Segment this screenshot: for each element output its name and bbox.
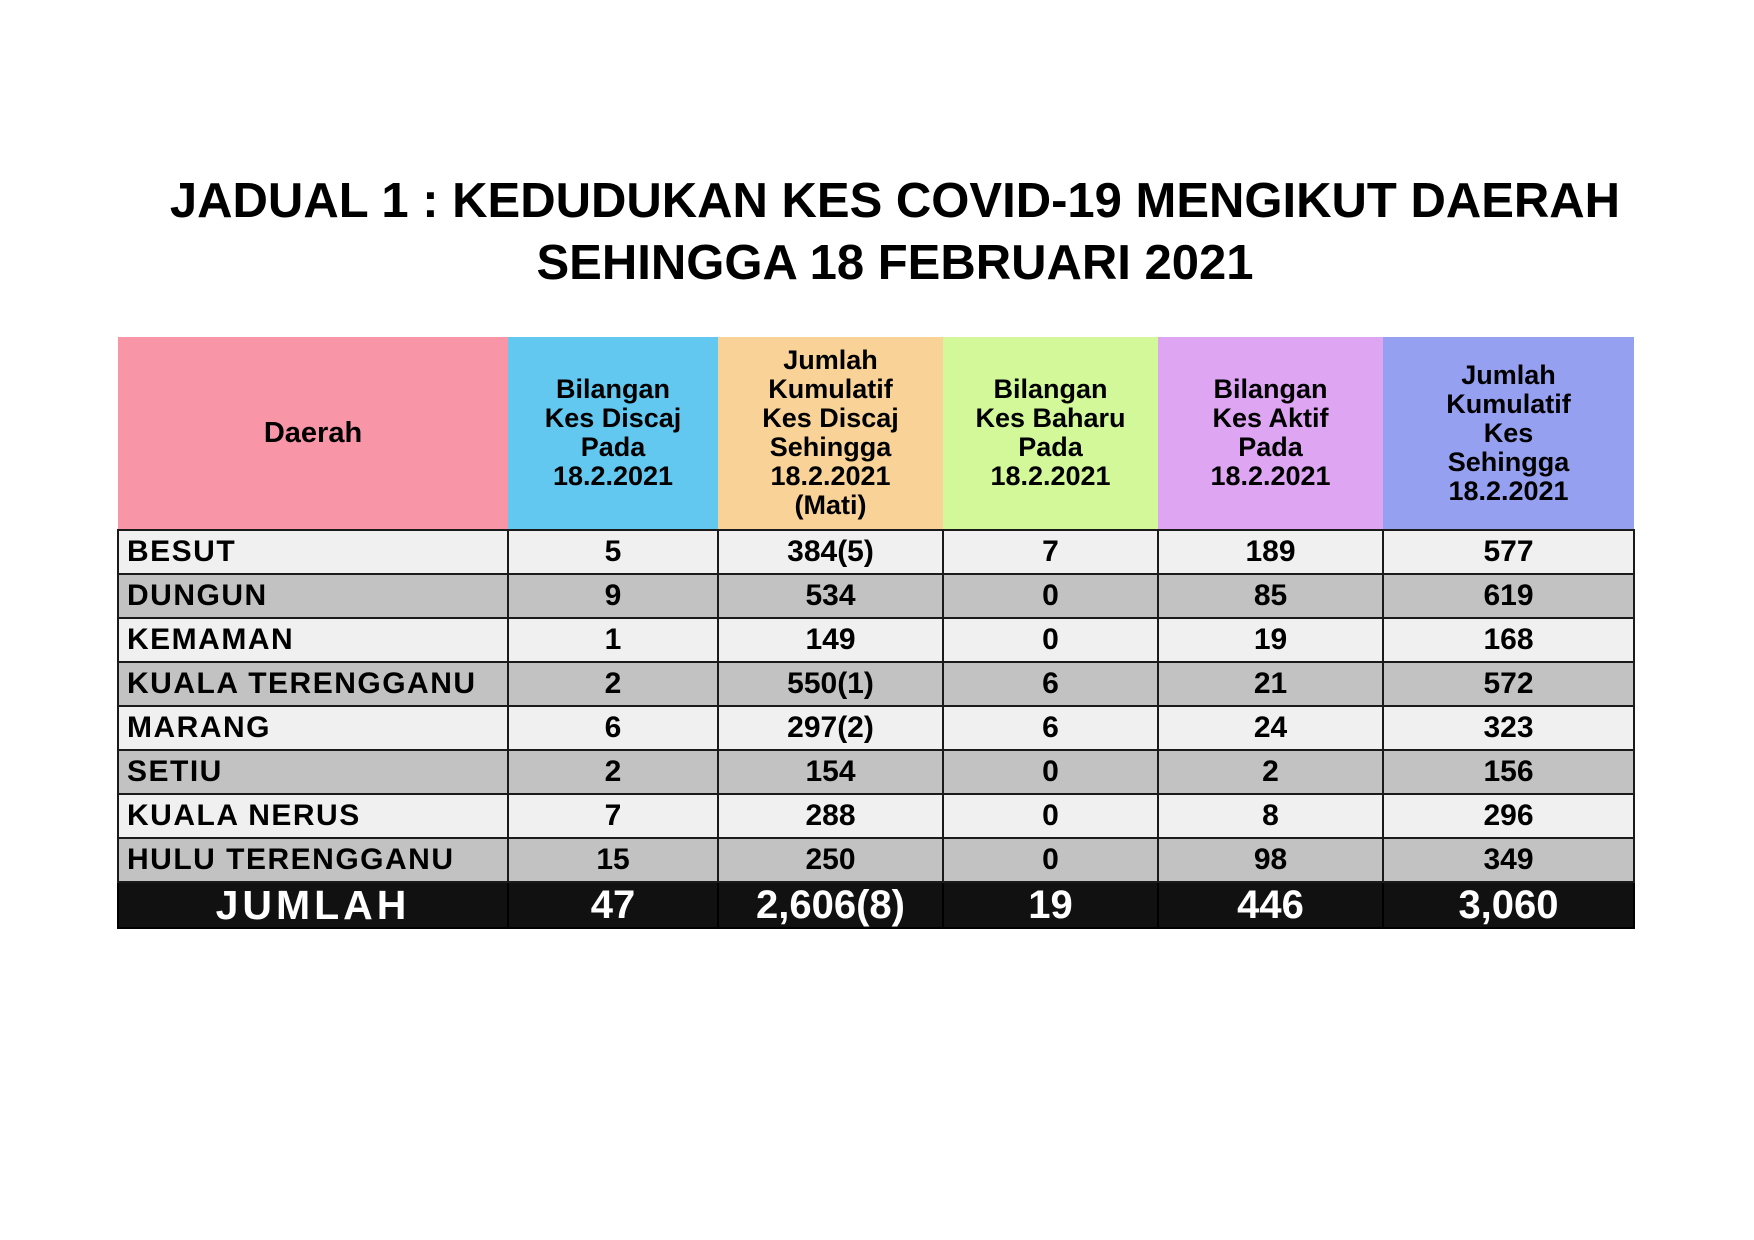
table-body	[118, 530, 1634, 928]
kumulatif-kes-cell: 572	[1383, 662, 1634, 706]
header-kes-aktif	[1158, 337, 1383, 530]
header-line: Kes Baharu	[975, 403, 1126, 433]
header-line: 18.2.2021	[990, 461, 1111, 491]
kes-aktif-cell: 8	[1158, 794, 1383, 838]
kes-aktif-cell: 189	[1158, 530, 1383, 574]
kes-aktif-cell: 21	[1158, 662, 1383, 706]
kumulatif-discaj-cell: 384(5)	[718, 530, 943, 574]
kumulatif-kes-cell: 349	[1383, 838, 1634, 882]
covid-cases-table	[117, 337, 1635, 929]
kumulatif-discaj-cell: 149	[718, 618, 943, 662]
kes-baharu-cell: 0	[943, 618, 1158, 662]
kes-baharu-cell: 0	[943, 794, 1158, 838]
kes-discaj-cell: 9	[508, 574, 718, 618]
header-line: 18.2.2021	[1448, 475, 1569, 506]
kes-discaj-cell: 5	[508, 530, 718, 574]
district-name-cell: HULU TERENGGANU	[118, 838, 508, 882]
table-row	[118, 794, 1634, 838]
header-line: Bilangan	[555, 374, 670, 404]
district-name-cell: KEMAMAN	[118, 618, 508, 662]
total-kes-discaj-cell: 47	[508, 882, 718, 928]
district-name-cell: BESUT	[118, 530, 508, 574]
kumulatif-kes-cell: 168	[1383, 618, 1634, 662]
kumulatif-discaj-cell: 154	[718, 750, 943, 794]
kes-discaj-cell: 2	[508, 750, 718, 794]
kes-discaj-cell: 1	[508, 618, 718, 662]
header-kumulatif-kes	[1383, 337, 1634, 530]
total-district-name-cell: JUMLAH	[118, 882, 508, 928]
header-line: (Mati)	[794, 490, 867, 520]
header-discaj	[508, 337, 718, 530]
header-line: 18.2.2021	[552, 461, 674, 491]
kumulatif-kes-cell: 323	[1383, 706, 1634, 750]
total-kumulatif-discaj-cell: 2,606(8)	[718, 882, 943, 928]
header-line: 18.2.2021	[1210, 461, 1331, 491]
district-name-cell: KUALA NERUS	[118, 794, 508, 838]
total-kes-aktif-cell: 446	[1158, 882, 1383, 928]
kes-baharu-cell: 7	[943, 530, 1158, 574]
table-row	[118, 574, 1634, 618]
kumulatif-kes-cell: 156	[1383, 750, 1634, 794]
header-line: Daerah	[263, 416, 363, 449]
kes-discaj-cell: 2	[508, 662, 718, 706]
kumulatif-discaj-cell: 534	[718, 574, 943, 618]
header-row	[118, 337, 1634, 530]
table-row	[118, 618, 1634, 662]
kes-baharu-cell: 6	[943, 662, 1158, 706]
table-row	[118, 750, 1634, 794]
header-line: Pada	[1238, 432, 1303, 462]
header-line: Kumulatif	[1446, 388, 1571, 419]
kes-aktif-cell: 19	[1158, 618, 1383, 662]
total-kumulatif-kes-cell: 3,060	[1383, 882, 1634, 928]
header-line: Bilangan	[1213, 374, 1328, 404]
kumulatif-discaj-cell: 550(1)	[718, 662, 943, 706]
district-name-cell: MARANG	[118, 706, 508, 750]
kes-baharu-cell: 0	[943, 838, 1158, 882]
kes-aktif-cell: 85	[1158, 574, 1383, 618]
header-line: 18.2.2021	[770, 461, 891, 491]
kumulatif-kes-cell: 577	[1383, 530, 1634, 574]
district-name-cell: SETIU	[118, 750, 508, 794]
kes-aktif-cell: 2	[1158, 750, 1383, 794]
header-kes-baharu	[943, 337, 1158, 530]
table-title	[0, 170, 1754, 294]
header-line: Kumulatif	[768, 374, 893, 404]
table-row	[118, 662, 1634, 706]
header-daerah	[118, 337, 508, 530]
kes-aktif-cell: 98	[1158, 838, 1383, 882]
table-row	[118, 706, 1634, 750]
kes-discaj-cell: 6	[508, 706, 718, 750]
kumulatif-kes-cell: 296	[1383, 794, 1634, 838]
header-line: Jumlah	[783, 345, 878, 375]
kes-aktif-cell: 24	[1158, 706, 1383, 750]
table-row	[118, 838, 1634, 882]
header-line: Sehingga	[1447, 446, 1570, 477]
header-line: Bilangan	[993, 374, 1108, 404]
table-row	[118, 530, 1634, 574]
title-line-2: SEHINGGA 18 FEBRUARI 2021	[536, 236, 1254, 290]
header-line: Kes Aktif	[1212, 403, 1329, 433]
district-name-cell: KUALA TERENGGANU	[118, 662, 508, 706]
kumulatif-discaj-cell: 297(2)	[718, 706, 943, 750]
header-kumulatif-discaj	[718, 337, 943, 530]
header-line: Pada	[1018, 432, 1083, 462]
kes-baharu-cell: 6	[943, 706, 1158, 750]
kes-baharu-cell: 0	[943, 574, 1158, 618]
header-line: Kes Discaj	[762, 403, 899, 433]
kumulatif-discaj-cell: 250	[718, 838, 943, 882]
kes-discaj-cell: 7	[508, 794, 718, 838]
header-line: Sehingga	[769, 432, 892, 462]
header-line: Kes	[1483, 417, 1534, 448]
kes-discaj-cell: 15	[508, 838, 718, 882]
header-line: Kes Discaj	[544, 403, 682, 433]
kumulatif-discaj-cell: 288	[718, 794, 943, 838]
header-line: Pada	[580, 432, 646, 462]
kes-baharu-cell: 0	[943, 750, 1158, 794]
district-name-cell: DUNGUN	[118, 574, 508, 618]
kumulatif-kes-cell: 619	[1383, 574, 1634, 618]
header-line: Jumlah	[1461, 359, 1556, 390]
total-row	[118, 882, 1634, 928]
total-kes-baharu-cell: 19	[943, 882, 1158, 928]
title-line-1: JADUAL 1 : KEDUDUKAN KES COVID-19 MENGIKUT DAERAH	[169, 174, 1621, 228]
